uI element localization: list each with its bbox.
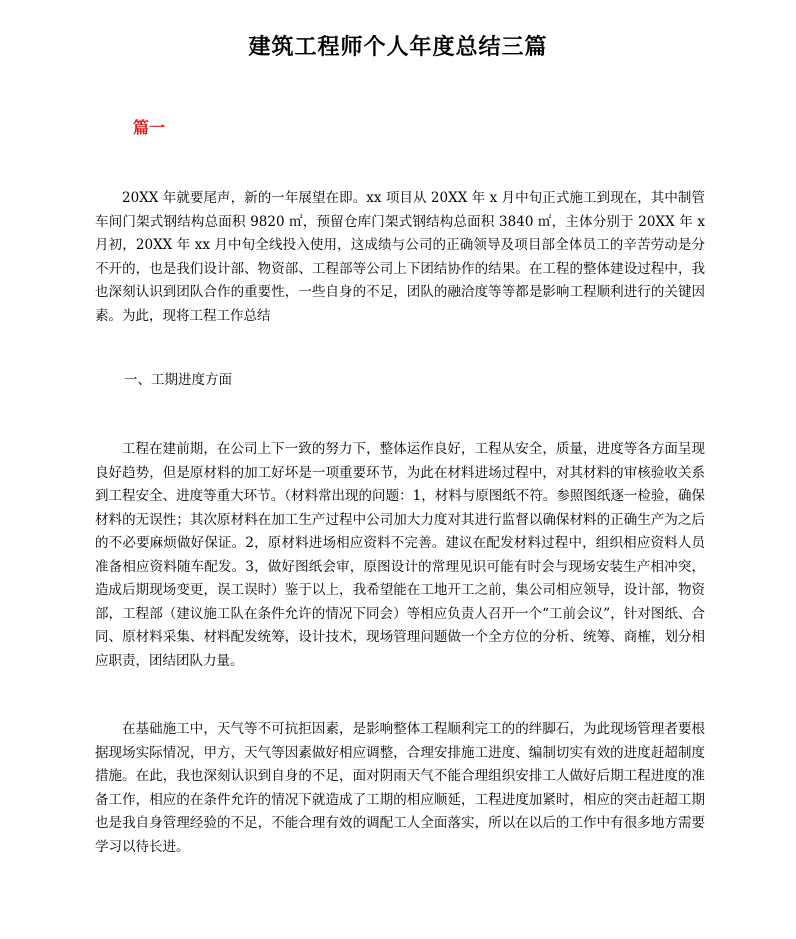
document-title: 建筑工程师个人年度总结三篇 — [248, 34, 548, 60]
section-heading: 篇一 — [133, 118, 166, 137]
paragraph-foundation: 在基础施工中，天气等不可抗拒因素，是影响整体工程顺利完工的的绊脚石，为此现场管理者要根据现场实际情况，甲方，天气等因素做好相应调整，合理安排施工进度、编制切实有效的进度赶超制度措施。在此，我也深刻认识到自身的不足，面对阴雨天气不能合理组织安排工人做好后期工程进度的准备工作，相应的在条件允许的情况下就造成了工期的相应顺延，工程进度加紧时，相应的突击赶超工期也是我自身管理经验的不足，不能合理有效的调配工人全面落实，所以在以后的工作中有很多地方需要学习以待长进。 — [95, 721, 705, 855]
subheading-schedule: 一、工期进度方面 — [124, 372, 232, 388]
paragraph-intro: 20XX 年就要尾声，新的一年展望在即。xx 项目从 20XX 年 x 月中旬正式施工到现在，其中制管车间门架式钢结构总面积 9820 ㎡，预留仓库门架式钢结构总面积 3840 ㎡，主体分别于 20XX 年 x 月初，20XX 年 xx 月中旬全线投入使用，这成绩与公司的正确领导及项目部全体员工的辛苦劳动是分不开的，也是我们设计部、物资部、工程部等公司上下团结协作的结果。在工程的整体建设过程中，我也深刻认识到团队合作的重要性，一些自身的不足，团队的融洽度等等都是影响工程顺利进行的关键因素。为此，现将工程工作总结 — [95, 190, 705, 324]
paragraph-materials: 工程在建前期，在公司上下一致的努力下，整体运作良好，工程从安全，质量，进度等各方面呈现良好趋势，但是原材料的加工好坏是一项重要环节，为此在材料进场过程中，对其材料的审核验收关系到工程安全、进度等重大环节。（材料常出现的问题：1，材料与原图纸不符。参照图纸逐一检验，确保材料的无误性；其次原材料在加工生产过程中公司加大力度对其进行监督以确保材料的正确生产为之后的不必要麻烦做好保证。2，原材料进场相应资料不完善。建议在配发材料过程中，组织相应资料人员准备相应资料随车配发。3，做好图纸会审，原图设计的常理见识可能有时会与现场安装生产相冲突，造成后期现场变更，误工误时）鉴于以上，我希望能在工地开工之前，集公司相应领导，设计部，物资部，工程部（建议施工队在条件允许的情况下同会）等相应负责人召开一个“工前会议”，针对图纸、合同、原材料采集、材料配发统筹，设计技术，现场管理问题做一个全方位的分析、统筹、商榷，划分相应职责，团结团队力量。 — [95, 441, 705, 669]
